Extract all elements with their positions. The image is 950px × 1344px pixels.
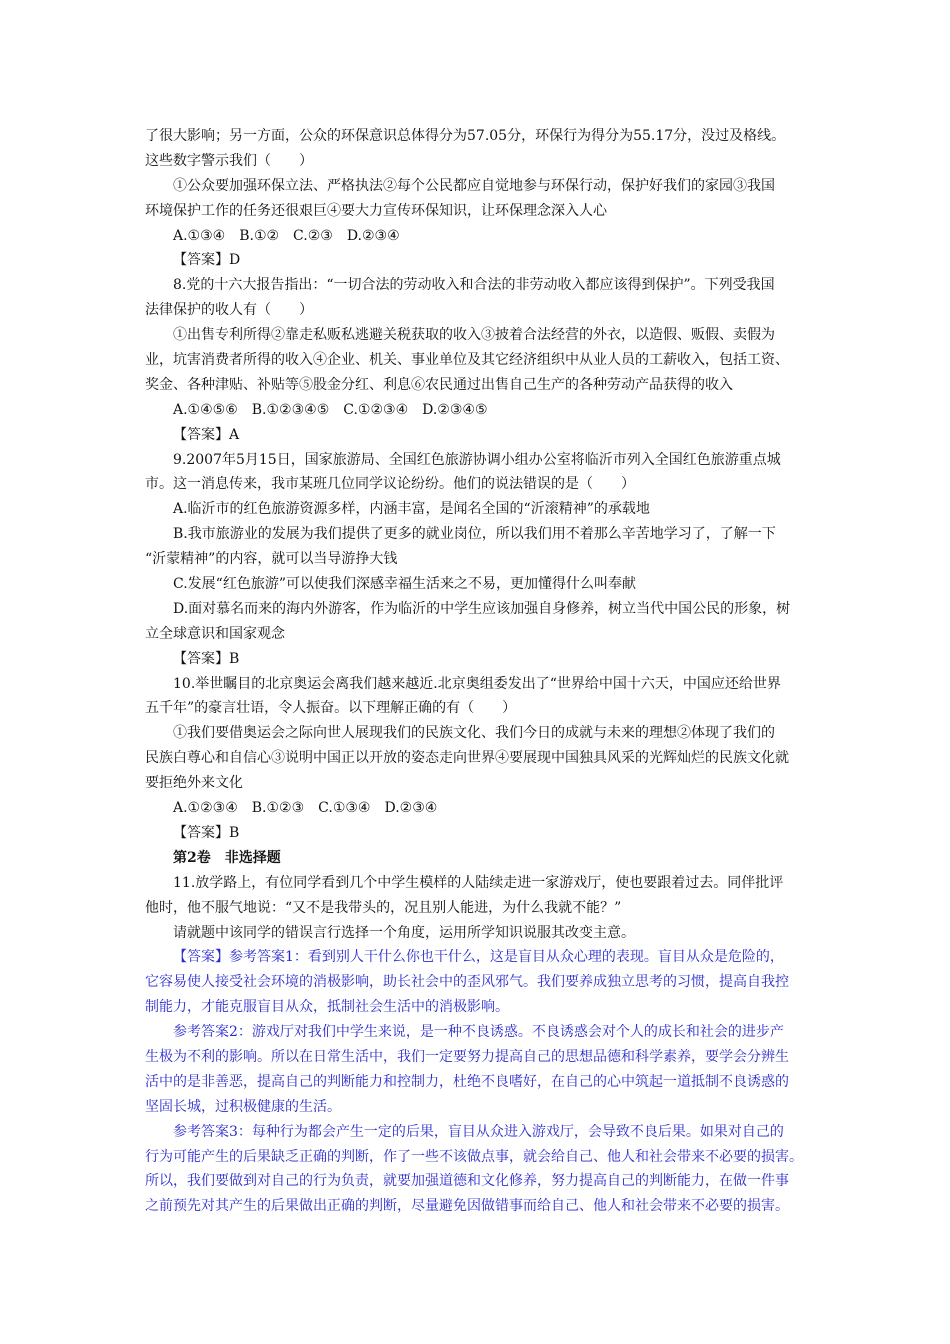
text-line: “沂蒙精神”的内容，就可以当导游挣大钱 [145, 551, 398, 568]
text-line: 【答案】参考答案1：看到别人干什么你也干什么，这是盲目从众心理的表现。盲目从众是危险的， [173, 949, 784, 966]
text-line: B.我市旅游业的发展为我们提供了更多的就业岗位，所以我们用不着那么辛苦地学习了，了解一下 [173, 526, 776, 543]
text-line: 所以，我们要做到对自己的行为负责，就要加强道德和文化修养，努力提高自己的判断能力，在做一件事 [145, 1173, 789, 1190]
text-line: 民族白尊心和自信心③说明中国正以开放的姿态走向世界④要展现中国独具风采的光辉灿烂的民族文化就 [145, 750, 789, 767]
text-line: 制能力，才能克服盲目从众，抵制社会生活中的消极影响。 [145, 999, 509, 1016]
text-line: 【答案】A [173, 426, 240, 443]
text-line: A.①③④ B.①② C.②③ D.②③④ [173, 227, 400, 244]
text-line: 坚固长城，过积极健康的生活。 [145, 1098, 341, 1115]
text-line: ①出售专利所得②靠走私贩私逃避关税获取的收入③披着合法经营的外衣，以造假、贩假、卖假为 [173, 327, 775, 344]
text-line: 行为可能产生的后果缺乏正确的判断，作了一些不该做点事，就会给自己、他人和社会带来不必要的损害。 [145, 1148, 803, 1165]
document-body [145, 124, 810, 1219]
section-heading: 第2卷 非选择题 [173, 849, 281, 866]
text-line: 业，坑害消费者所得的收入④企业、机关、事业单位及其它经济组织中从业人员的工薪收入，包括工资、 [145, 352, 789, 369]
text-line: 【答案】B [173, 650, 240, 667]
text-line: 活中的是非善恶，提高自己的判断能力和控制力，杜绝不良嗜好，在自己的心中筑起一道抵制不良诱惑的 [145, 1073, 789, 1090]
text-line: ①公众要加强环保立法、严格执法②每个公民都应自觉地参与环保行动，保护好我们的家园③我国 [173, 177, 775, 194]
text-line: 参考答案3：每种行为都会产生一定的后果，盲目从众进入游戏厅，会导致不良后果。如果对自己的 [173, 1123, 784, 1140]
text-line: A.临沂市的红色旅游资源多样，内涵丰富，是闻名全国的“沂滚精神”的承载地 [173, 501, 650, 518]
text-line: 五千年”的豪言壮语，令人振奋。以下理解正确的有（ ） [145, 700, 517, 717]
text-line: 立全球意识和国家观念 [145, 625, 285, 642]
text-line: 它容易使人接受社会环境的消极影响，助长社会中的歪风邪气。我们要养成独立思考的习惯，提高自我控 [145, 974, 789, 991]
text-line: 生极为不利的影响。所以在日常生活中，我们一定要努力提高自己的思想品德和科学素养，要学会分辨生 [145, 1048, 789, 1065]
text-line: A.①④⑤⑥ B.①②③④⑤ C.①②③④ D.②③④⑤ [173, 401, 488, 418]
text-line: 10.举世瞩目的北京奥运会离我们越来越近.北京奥组委发出了“世界给中国十六天，中国应还给世界 [173, 675, 781, 692]
text-line: 之前预先对其产生的后果做出正确的判断，尽量避免因做错事而给自己、他人和社会带来不必要的损害。 [145, 1198, 789, 1215]
text-line: 请就题中该同学的错误言行选择一个角度，运用所学知识说服其改变主意。 [173, 924, 635, 941]
text-line: A.①②③④ B.①②③ C.①③④ D.②③④ [173, 800, 438, 817]
text-line: ①我们要借奥运会之际向世人展现我们的民族文化、我们今日的成就与未来的理想②体现了我们的 [173, 725, 775, 742]
text-line: 8.党的十六大报告指出：“一切合法的劳动收入和合法的非劳动收入都应该得到保护”。下列受我国 [173, 277, 775, 294]
text-line: 市。这一消息传来，我市某班几位同学议论纷纷。他们的说法错误的是（ ） [145, 476, 635, 493]
text-line: 奖金、各种津贴、补贴等⑤股金分红、利息⑥农民通过出售自己生产的各种劳动产品获得的收入 [145, 376, 733, 393]
text-line: 要拒绝外来文化 [145, 775, 243, 792]
text-line: 9.2007年5月15日，国家旅游局、全国红色旅游协调小组办公室将临沂市列入全国红色旅游重点城 [173, 451, 781, 468]
text-line: 了很大影响；另一方面，公众的环保意识总体得分为57.05分，环保行为得分为55.17分，没过及格线。 [145, 128, 786, 144]
text-line: 环境保护工作的任务还很艰巨④要大力宣传环保知识，让环保理念深入人心 [145, 202, 607, 219]
text-line: 这些数字警示我们（ ） [145, 152, 313, 169]
text-line: 【答案】D [173, 252, 241, 269]
text-line: 【答案】B [173, 824, 240, 841]
text-line: 法律保护的收人有（ ） [145, 302, 313, 319]
text-line: 他时，他不服气地说：“又不是我带头的，况且别人能进，为什么我就不能？” [145, 899, 622, 916]
text-line: 参考答案2：游戏厅对我们中学生来说，是一种不良诱惑。不良诱惑会对个人的成长和社会的进步产 [173, 1024, 784, 1041]
text-line: D.面对慕名而来的海内外游客，作为临沂的中学生应该加强自身修养，树立当代中国公民的形象，树 [173, 600, 791, 617]
text-line: C.发展“红色旅游”可以使我们深感幸福生活来之不易，更加懂得什么叫奉献 [173, 576, 636, 593]
text-line: 11.放学路上，有位同学看到几个中学生模样的人陆续走进一家游戏厅，使也要跟着过去。同伴批评 [173, 874, 784, 891]
